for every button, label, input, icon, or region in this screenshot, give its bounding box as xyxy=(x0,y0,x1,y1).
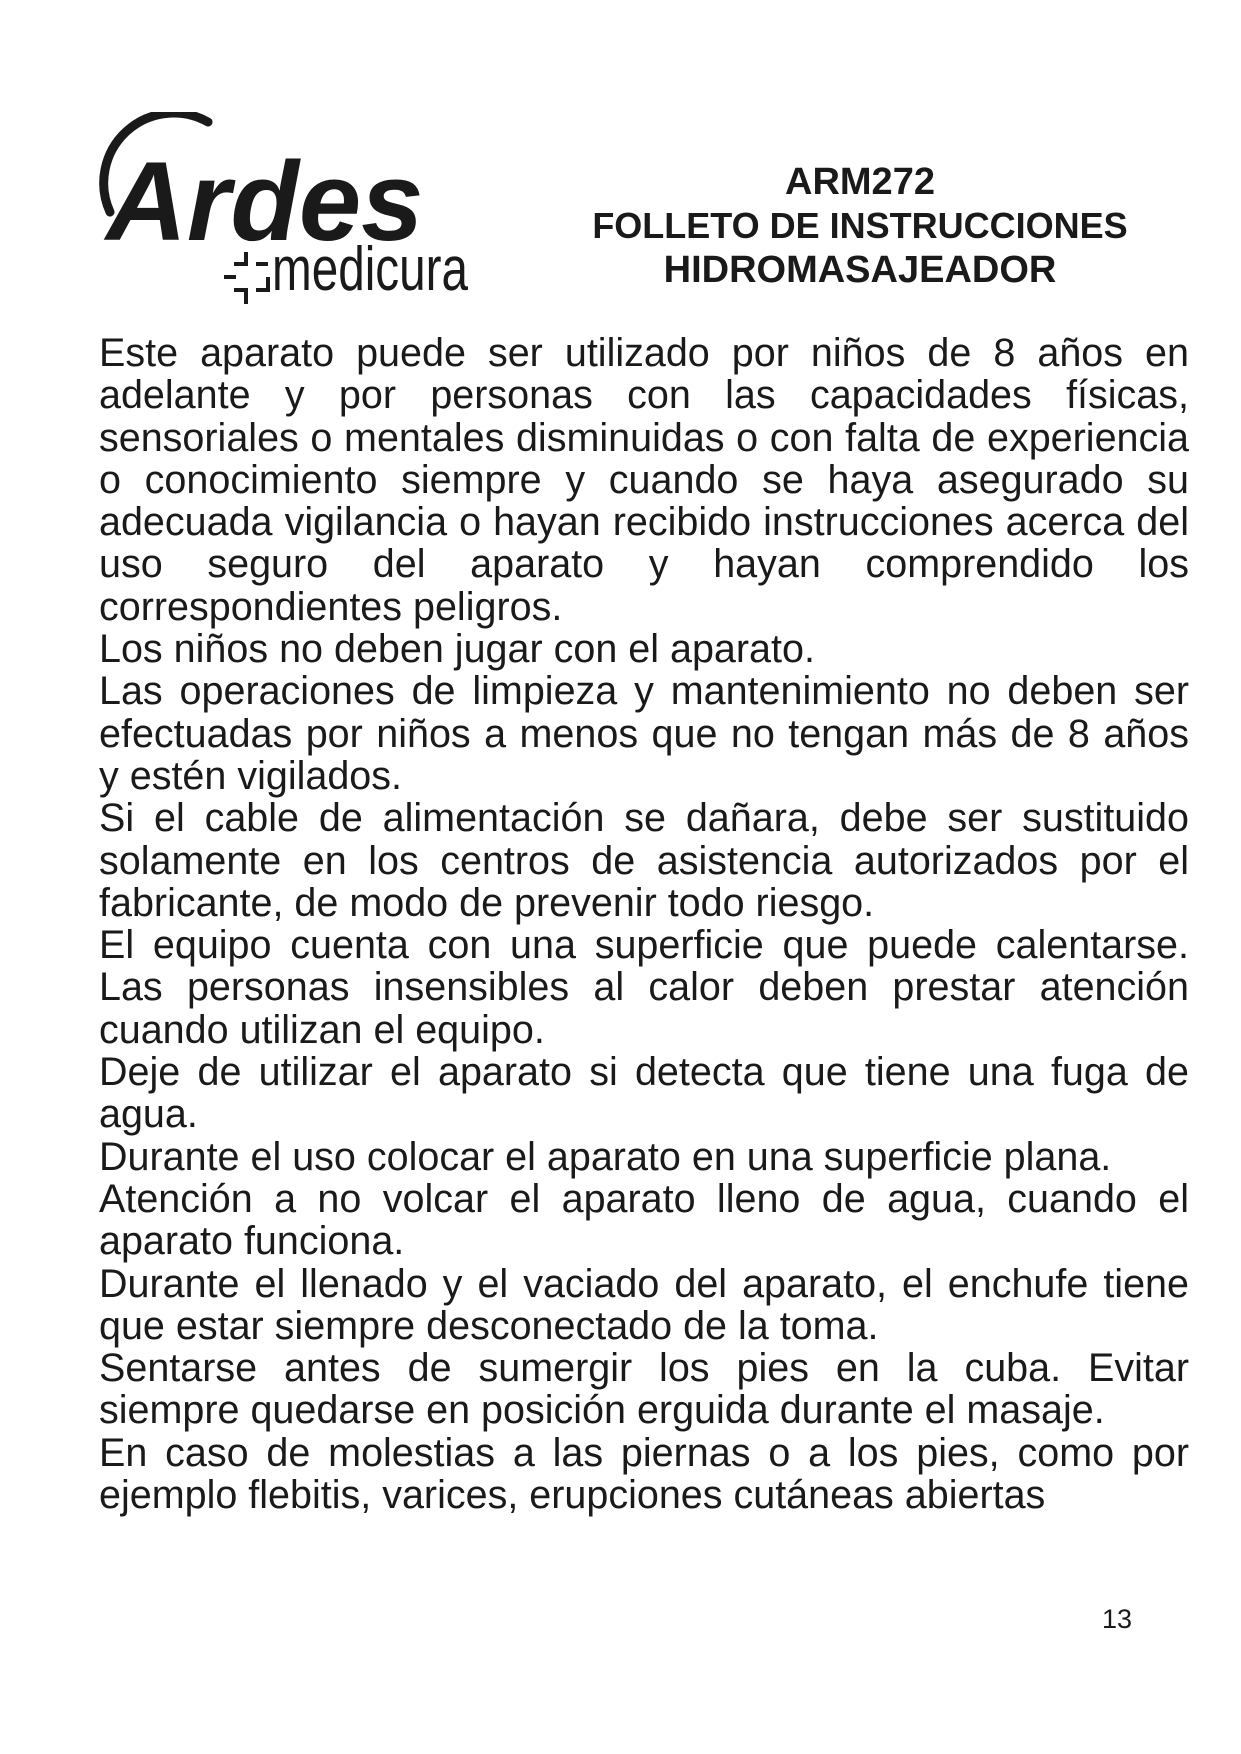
document-subtitle: FOLLETO DE INSTRUCCIONES xyxy=(592,205,1128,246)
paragraph: Durante el uso colocar el aparato en una superficie plana. xyxy=(99,1134,1112,1179)
brand-logo xyxy=(96,112,536,332)
logo-ardes-text: Ardes xyxy=(106,139,424,264)
paragraph: El equipo cuenta con una superficie que puede calentarse. Las personas insensibles al calor deben prestar atención cuando utilizan el equipo. xyxy=(99,923,1189,1052)
product-name: HIDROMASAJEADOR xyxy=(663,249,1057,291)
paragraph: Atención a no volcar el aparato lleno de agua, cuando el aparato funciona. xyxy=(99,1176,1189,1264)
page-number: 13 xyxy=(1102,1604,1133,1634)
paragraph: Los niños no deben jugar con el aparato. xyxy=(99,627,815,672)
logo-medicura-text: medicura xyxy=(272,235,469,304)
instructions-body xyxy=(99,332,1189,1516)
paragraph: Este aparato puede ser utilizado por niños de 8 años en adelante y por personas con las capacidades físicas, sensoriales o mentales disminuidas o con falta de experiencia o conocimiento siempre y cuando se haya asegurado su adecuada vigilancia o hayan recibido instrucciones acerca del uso seguro del aparato y hayan comprendido los correspondientes peligros. xyxy=(99,331,1189,629)
paragraph: Las operaciones de limpieza y mantenimiento no deben ser efectuadas por niños a menos que no tengan más de 8 años y estén vigilados. xyxy=(99,669,1189,798)
paragraph: Durante el llenado y el vaciado del aparato, el enchufe tiene que estar siempre desconectado de la toma. xyxy=(99,1261,1189,1348)
ardes-medicura-logo xyxy=(96,112,536,332)
paragraph: En caso de molestias a las piernas o a los pies, como por ejemplo flebitis, varices, erupciones cutáneas abiertas xyxy=(99,1430,1189,1518)
document-header xyxy=(540,160,1180,292)
model-number: ARM272 xyxy=(785,161,935,203)
paragraph: Sentarse antes de sumergir los pies en la cuba. Evitar siempre quedarse en posición erguida durante el masaje. xyxy=(99,1346,1189,1433)
paragraph: Deje de utilizar el aparato si detecta que tiene una fuga de agua. xyxy=(99,1050,1189,1137)
paragraph: Si el cable de alimentación se dañara, debe ser sustituido solamente en los centros de asistencia autorizados por el fabricante, de modo de prevenir todo riesgo. xyxy=(99,796,1189,925)
